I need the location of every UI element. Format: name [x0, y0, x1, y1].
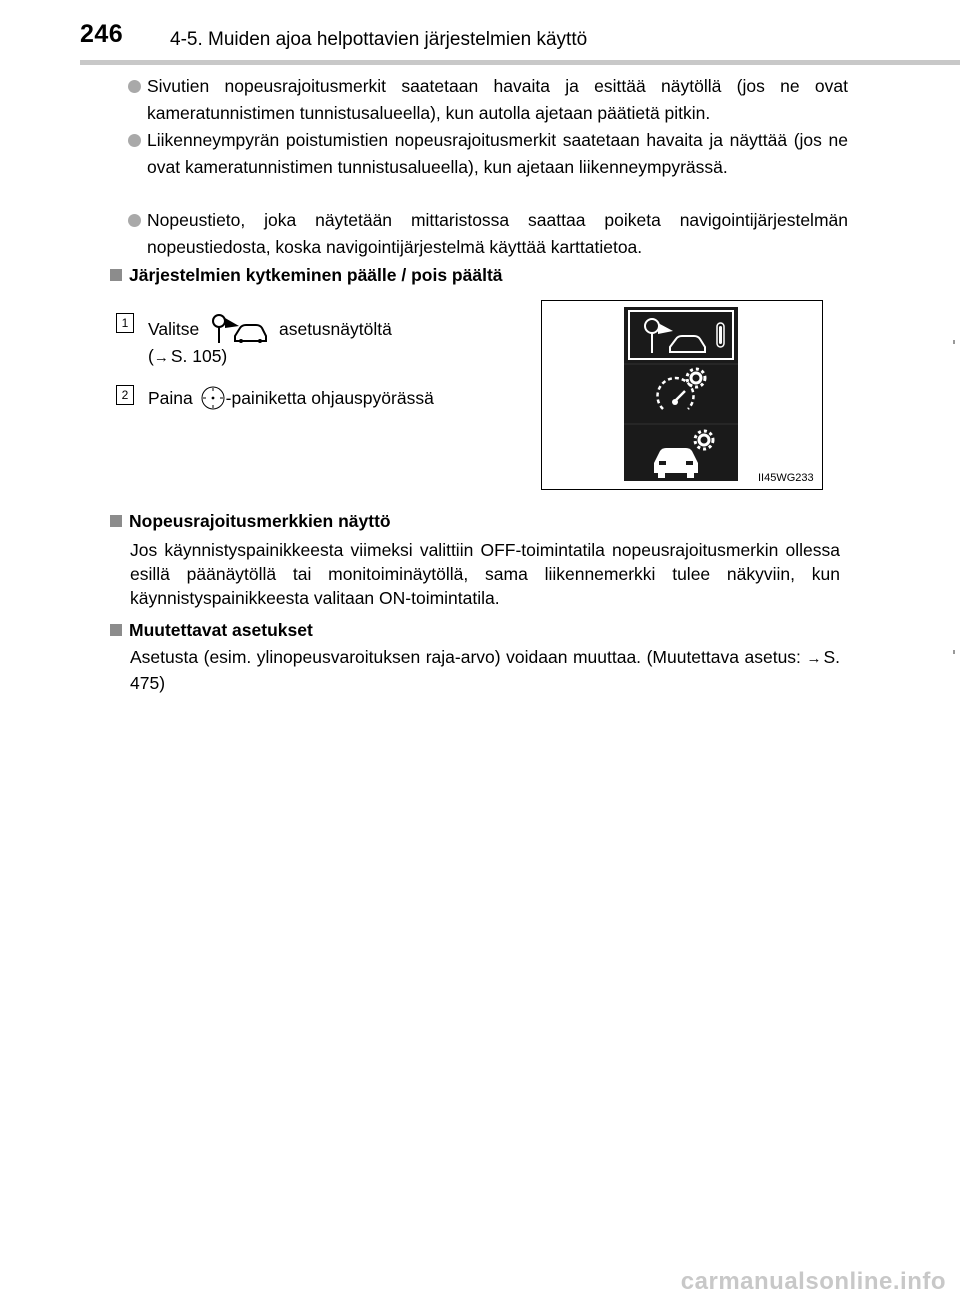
paragraph-text: Asetusta (esim. ylinopeusvaroituksen raja-arvo) voidaan muuttaa. (Muutettava asetus:	[130, 647, 807, 667]
ref-text: S. 105)	[170, 346, 228, 366]
settings-screen-illustration	[542, 301, 822, 489]
page-number: 246	[80, 20, 124, 48]
section-paragraph	[130, 645, 840, 695]
bullet-dot	[128, 214, 141, 227]
step-text-after: -painiketta ohjauspyörässä	[225, 388, 434, 408]
watermark: carmanualsonline.info	[680, 1268, 946, 1295]
step-text-before: Paina	[148, 388, 193, 408]
dial-button-icon	[200, 385, 226, 411]
header-rule	[80, 60, 960, 65]
ref-text: S. 475)	[130, 647, 840, 693]
settings-screen-figure	[541, 300, 823, 490]
chapter-title: 4-5. Muiden ajoa helpottavien järjestelmien käyttö	[170, 29, 588, 50]
section-title: Nopeusrajoitusmerkkien näyttö	[129, 511, 391, 531]
margin-tick	[953, 650, 955, 654]
bullet-dot	[128, 80, 141, 93]
bullet-item	[128, 207, 848, 261]
section-paragraph: Jos käynnistyspainikkeesta viimeksi valittiin OFF-toimintatila nopeusrajoitusmerkin ollessa esillä päänäytöllä tai monitoiminäytöllä, sama liikennemerkki tulee näkyviin, kun käynnistyspainikkeesta valitaan ON-toimintatila.	[130, 540, 840, 608]
section-square-icon	[110, 269, 122, 281]
figure-code: II45WG233	[758, 472, 814, 484]
bullet-item	[128, 73, 848, 127]
section-title: Järjestelmien kytkeminen päälle / pois päältä	[129, 265, 503, 285]
step-text	[148, 385, 434, 411]
step-reference	[148, 346, 227, 367]
section-square-icon	[110, 624, 122, 636]
bullet-item	[128, 127, 848, 181]
section-square-icon	[110, 515, 122, 527]
step-text	[148, 314, 392, 344]
section-title: Muutettavat asetukset	[129, 620, 313, 640]
section-heading-settings	[110, 620, 313, 641]
section-heading-toggle	[110, 265, 503, 286]
bullet-dot	[128, 134, 141, 147]
sign-car-icon	[208, 314, 270, 344]
ref-open-paren: (	[148, 346, 154, 366]
margin-tick	[953, 340, 955, 344]
step-number: 2	[116, 385, 134, 405]
page-header	[0, 0, 960, 62]
ref-arrow-icon: →	[153, 349, 169, 366]
step-text-before: Valitse	[148, 319, 200, 339]
bullet-text: Nopeustieto, joka näytetään mittaristossa saattaa poiketa navigointijärjestelmän nopeustiedosta, koska navigointijärjestelmä käyttää karttatietoa.	[147, 210, 848, 257]
ref-arrow-icon: →	[806, 650, 822, 667]
bullet-text: Liikenneympyrän poistumistien nopeusrajoitusmerkit saatetaan havaita ja näyttää (jos ne ovat kameratunnistimen tunnistusalueella), kun ajetaan liikenneympyrässä.	[147, 130, 848, 177]
bullet-text: Sivutien nopeusrajoitusmerkit saatetaan havaita ja esittää näytöllä (jos ne ovat kameratunnistimen tunnistusalueella), kun autolla ajetaan päätietä pitkin.	[147, 76, 848, 123]
step-number: 1	[116, 313, 134, 333]
section-heading-display	[110, 511, 391, 532]
step-text-after: asetusnäytöltä	[278, 319, 392, 339]
